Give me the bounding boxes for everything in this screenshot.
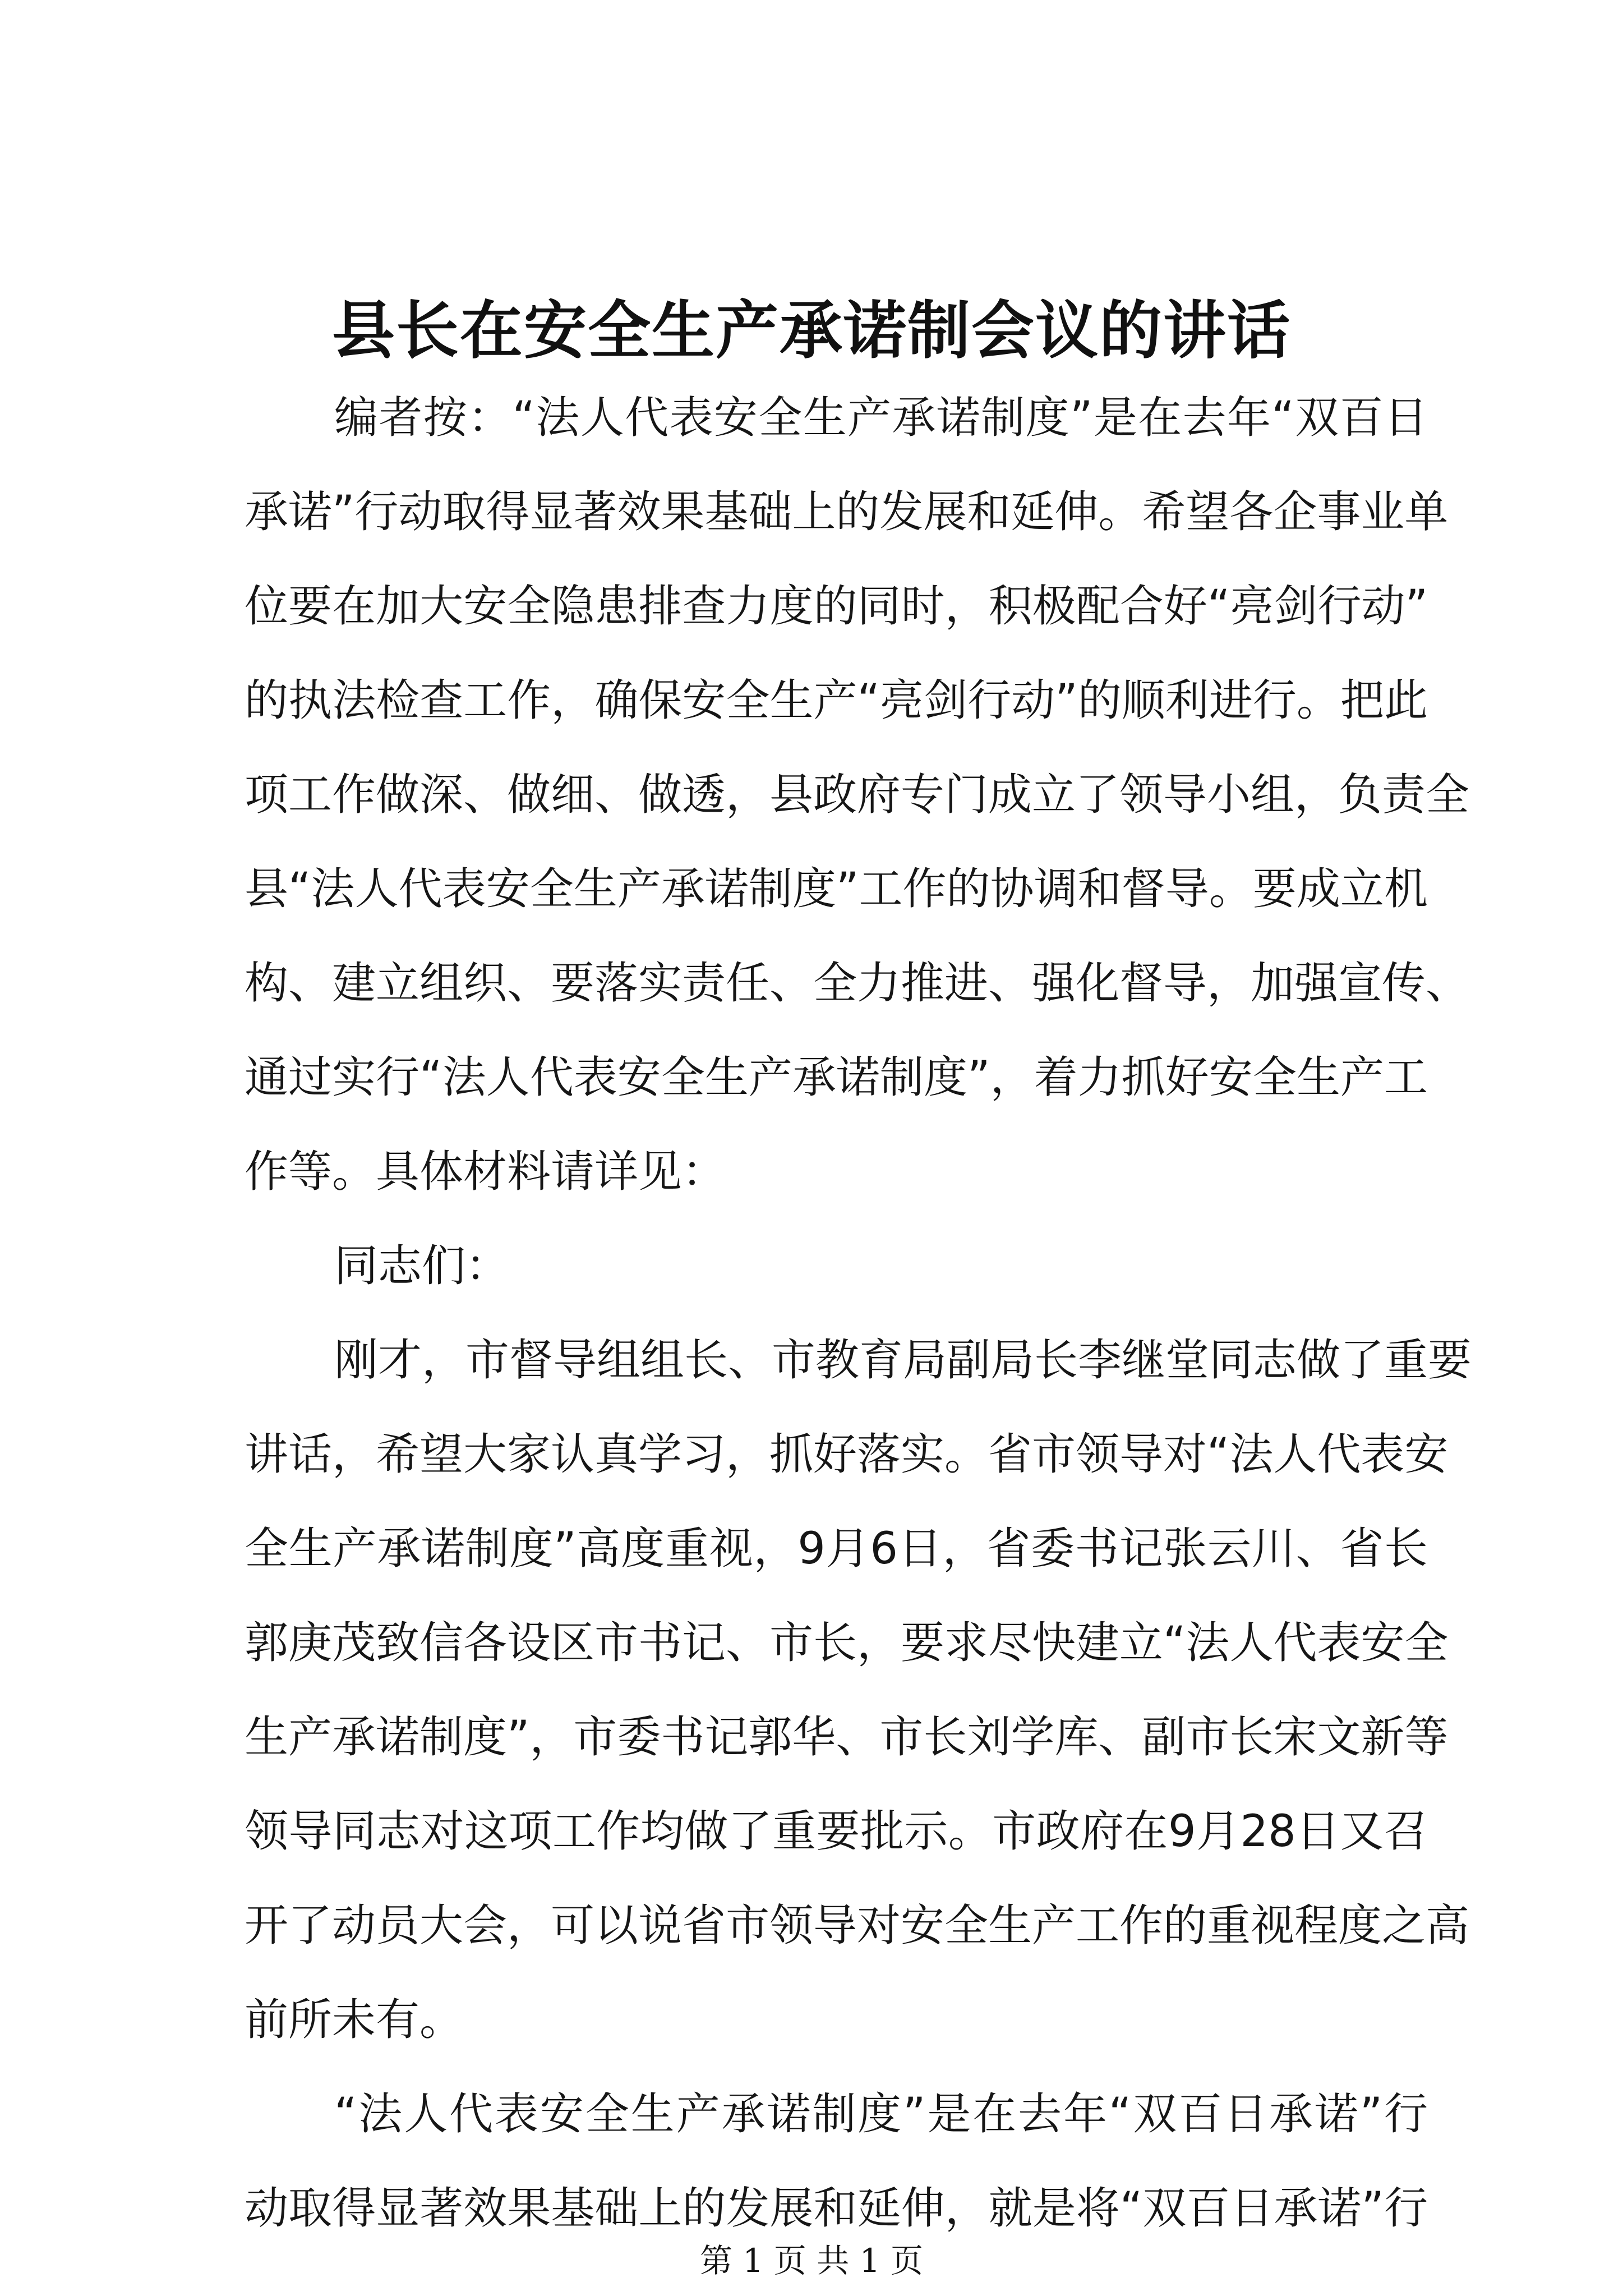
document-title: 县长在安全生产承诺制会议的讲话 [332,294,1291,367]
editor-note-line-4: 的执法检查工作，确保安全生产“亮剑行动”的顺利进行。把此 [245,675,1428,726]
body-paragraph-1-line-7: 开了动员大会，可以说省市领导对安全生产工作的重视程度之高 [245,1901,1470,1951]
salutation: 同志们： [334,1241,510,1291]
editor-note-line-3: 位要在加大安全隐患排查力度的同时，积极配合好“亮剑行动” [245,581,1428,632]
body-paragraph-1-line-2: 讲话，希望大家认真学习，抓好落实。省市领导对“法人代表安 [245,1429,1449,1480]
editor-note-line-7: 构、建立组织、要落实责任、全力推进、强化督导，加强宣传、 [245,958,1470,1009]
editor-note-line-5: 项工作做深、做细、做透，县政府专门成立了领导小组，负责全 [245,770,1470,820]
editor-note-line-6: 县“法人代表安全生产承诺制度”工作的协调和督导。要成立机 [245,864,1428,914]
editor-note-line-9: 作等。具体材料请详见： [245,1147,726,1197]
body-paragraph-2-line-1: “法人代表安全生产承诺制度”是在去年“双百日承诺”行 [334,2089,1428,2139]
page-footer: 第 1 页 共 1 页 [700,2242,923,2280]
editor-note-line-8: 通过实行“法人代表安全生产承诺制度”，着力抓好安全生产工 [245,1052,1428,1103]
body-paragraph-1-line-6: 领导同志对这项工作均做了重要批示。市政府在9月28日又召 [245,1806,1428,1857]
body-paragraph-1-line-5: 生产承诺制度”，市委书记郭华、市长刘学库、副市长宋文新等 [245,1712,1449,1763]
editor-note-line-1: 编者按：“法人代表安全生产承诺制度”是在去年“双百日 [334,393,1428,443]
body-paragraph-1-line-1: 刚才，市督导组组长、市教育局副局长李继堂同志做了重要 [334,1335,1472,1386]
body-paragraph-1-line-3: 全生产承诺制度”高度重视，9月6日，省委书记张云川、省长 [245,1524,1428,1574]
body-paragraph-1-line-4: 郭庚茂致信各设区市书记、市长，要求尽快建立“法人代表安全 [245,1618,1449,1668]
body-paragraph-2-line-2: 动取得显著效果基础上的发展和延伸，就是将“双百日承诺”行 [245,2183,1428,2234]
body-paragraph-1-line-8: 前所未有。 [245,1995,464,2045]
editor-note-line-2: 承诺”行动取得显著效果基础上的发展和延伸。希望各企事业单 [245,487,1449,537]
